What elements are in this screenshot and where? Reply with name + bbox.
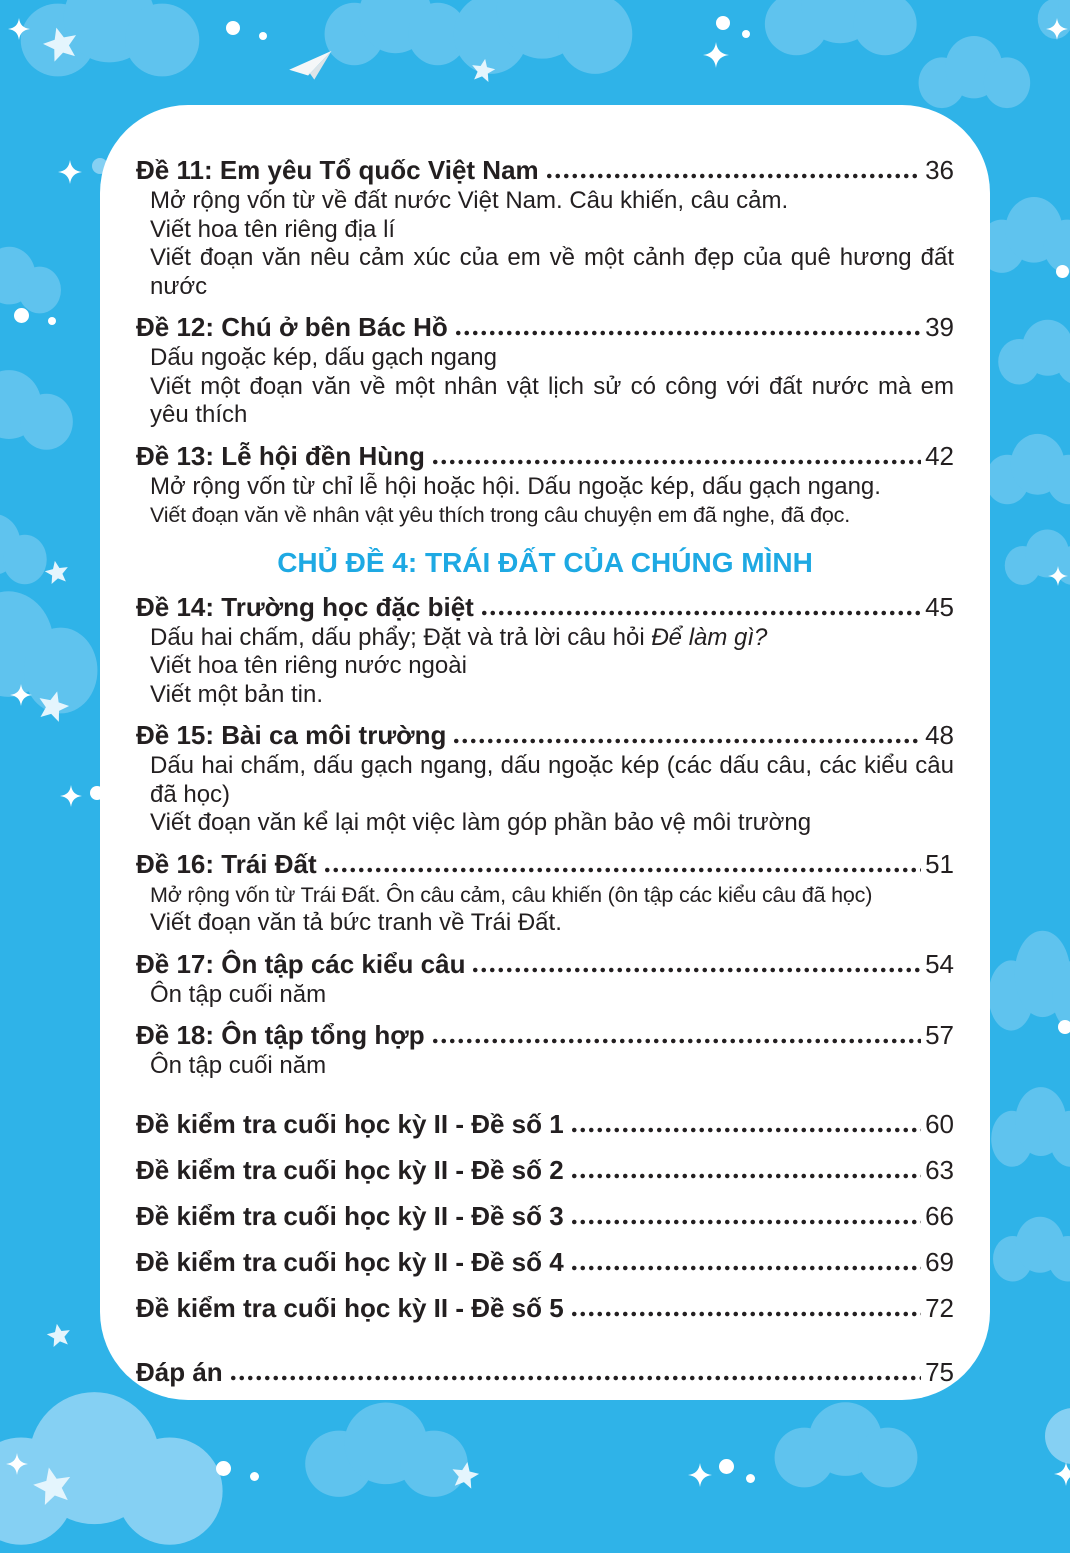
toc-row: [136, 847, 954, 881]
dotted-leader: [570, 1291, 921, 1325]
description-text: Ôn tập cuối năm: [150, 980, 327, 1008]
cloud-icon: [0, 245, 70, 317]
dotted-leader: [545, 153, 921, 187]
toc-description-line: [136, 473, 954, 502]
star-icon: [38, 22, 85, 69]
toc-row: [136, 310, 954, 344]
page-number: 72: [925, 1292, 954, 1323]
dot-decoration: [746, 1474, 755, 1483]
sparkle-icon: [60, 785, 82, 807]
toc-description-line: [136, 881, 954, 910]
page-number: 57: [925, 1020, 954, 1050]
toc-list: [136, 153, 954, 1389]
toc-item: [136, 1018, 954, 1081]
star-icon: [44, 1321, 74, 1351]
toc-row: [136, 1355, 954, 1389]
cloud-icon: [0, 368, 84, 454]
dot-decoration: [14, 308, 29, 323]
description-text: Viết đoạn văn về nhân vật yêu thích trong câu chuyện em đã nghe, đã đọc.: [150, 503, 850, 527]
cloud-icon: [985, 928, 1070, 1036]
sparkle-icon: [1048, 566, 1068, 586]
page-number: 60: [925, 1108, 954, 1139]
toc-entry-title: Đề 15: Bài ca môi trường: [136, 720, 447, 750]
toc-row: [136, 153, 954, 187]
cloud-icon: [0, 588, 113, 720]
dotted-leader: [452, 718, 921, 752]
toc-entry-title: Đề 17: Ôn tập các kiểu câu: [136, 948, 466, 979]
toc-item: [136, 310, 954, 430]
toc-entry-title: Đề 14: Trường học đặc biệt: [136, 591, 474, 622]
dot-decoration: [1045, 1408, 1070, 1464]
description-text: Mở rộng vốn từ Trái Đất. Ôn câu cảm, câu khiến (ôn tập các kiểu câu đã học): [150, 882, 873, 907]
description-text: Ôn tập cuối năm: [150, 1052, 327, 1079]
dotted-leader: [471, 947, 921, 981]
description-text: Viết một đoạn văn về một nhân vật lịch sử có công với đất nước mà em yêu thích: [150, 372, 954, 428]
dotted-leader: [570, 1153, 921, 1187]
cloud-icon: [0, 512, 56, 588]
toc-entry-title: Đề 16: Trái Đất: [136, 848, 317, 879]
description-text: Dấu ngoặc kép, dấu gạch ngang: [150, 344, 497, 371]
toc-item: [136, 1291, 954, 1325]
toc-description-line: [136, 501, 954, 530]
toc-item: [136, 947, 954, 1010]
toc-row: [136, 1291, 954, 1325]
toc-row: [136, 1245, 954, 1279]
dot-decoration: [48, 317, 56, 325]
toc-description-line: [136, 681, 954, 710]
toc-description-line: [136, 373, 954, 430]
toc-description-line: [136, 216, 954, 245]
dotted-leader: [431, 439, 921, 473]
toc-item: [136, 590, 954, 710]
toc-row: [136, 1153, 954, 1187]
sparkle-icon: [688, 1463, 712, 1487]
page-number: 45: [925, 591, 954, 622]
page-number: 51: [925, 848, 954, 879]
toc-entry-title: Đề kiểm tra cuối học kỳ II - Đề số 5: [136, 1292, 564, 1323]
sparkle-icon: [8, 18, 30, 40]
toc-description-line: [136, 344, 954, 373]
cloud-icon: [300, 1400, 482, 1502]
page-number: 42: [925, 440, 954, 471]
page-number: 69: [925, 1246, 954, 1277]
dotted-leader: [570, 1199, 921, 1233]
cloud-icon: [982, 432, 1070, 508]
star-icon: [32, 686, 74, 728]
toc-entry-title: Đề 11: Em yêu Tổ quốc Việt Nam: [136, 155, 539, 185]
star-icon: [448, 1459, 483, 1494]
dot-decoration: [216, 1461, 231, 1476]
toc-description-line: [136, 809, 954, 838]
dotted-leader: [570, 1107, 921, 1141]
sparkle-icon: [10, 684, 32, 706]
toc-row: [136, 947, 954, 981]
page-number: 48: [925, 720, 954, 750]
sparkle-icon: [703, 42, 729, 68]
description-text: Mở rộng vốn từ về đất nước Việt Nam. Câu khiến, câu cảm.: [150, 187, 789, 214]
cloud-icon: [448, 0, 648, 80]
toc-item: [136, 847, 954, 938]
toc-item: [136, 153, 954, 301]
toc-item: [136, 1153, 954, 1187]
dotted-leader: [229, 1355, 921, 1389]
toc-entry-title: Đề kiểm tra cuối học kỳ II - Đề số 1: [136, 1108, 564, 1139]
dot-decoration: [719, 1459, 734, 1474]
toc-item: [136, 718, 954, 838]
toc-description-line: [136, 981, 954, 1010]
dotted-leader: [480, 590, 921, 624]
toc-row: [136, 1199, 954, 1233]
dotted-leader: [323, 847, 921, 881]
description-text: Để làm gì?: [651, 623, 768, 651]
chapter-heading: CHỦ ĐỀ 4: TRÁI ĐẤT CỦA CHÚNG MÌNH: [277, 546, 813, 578]
page-number: 63: [925, 1154, 954, 1185]
toc-description-line: [136, 909, 954, 938]
toc-row: [136, 718, 954, 752]
toc-description-line: [136, 752, 954, 809]
cloud-icon: [320, 0, 480, 70]
page-number: 54: [925, 948, 954, 979]
dot-decoration: [716, 16, 730, 30]
paper-plane-icon: [287, 50, 336, 84]
toc-row: [136, 1018, 954, 1052]
toc-item: [136, 1107, 954, 1141]
toc-row: [136, 590, 954, 624]
toc-card: [100, 105, 990, 1400]
dot-decoration: [226, 21, 240, 35]
toc-description-line: [136, 624, 954, 653]
toc-entry-title: Đề 18: Ôn tập tổng hợp: [136, 1020, 425, 1050]
toc-entry-title: Đề kiểm tra cuối học kỳ II - Đề số 2: [136, 1154, 564, 1185]
cloud-icon: [995, 318, 1070, 388]
description-text: Viết đoạn văn tả bức tranh về Trái Đất.: [150, 909, 562, 936]
toc-row: [136, 1107, 954, 1141]
dot-decoration: [742, 30, 750, 38]
cloud-icon: [770, 1400, 930, 1492]
description-text: Viết đoạn văn kể lại một việc làm góp phần bảo vệ môi trường: [150, 809, 812, 836]
cloud-icon: [988, 1085, 1070, 1171]
dot-decoration: [259, 32, 267, 40]
toc-entry-title: Đáp án: [136, 1356, 223, 1387]
sparkle-icon: [58, 160, 82, 184]
sparkle-icon: [6, 1453, 28, 1475]
description-text: Viết hoa tên riêng địa lí: [150, 215, 396, 243]
dotted-leader: [431, 1018, 921, 1052]
cloud-icon: [0, 1388, 245, 1553]
dot-decoration: [1058, 1020, 1070, 1034]
description-text: Dấu hai chấm, dấu gạch ngang, dấu ngoặc kép (các dấu câu, các kiểu câu đã học): [150, 752, 954, 808]
toc-description-line: [136, 187, 954, 216]
toc-description-line: [136, 244, 954, 301]
page-number: 75: [925, 1356, 954, 1387]
description-text: Viết một bản tin.: [150, 680, 323, 708]
sparkle-icon: [1054, 1462, 1070, 1486]
toc-item: [136, 1245, 954, 1279]
dotted-leader: [570, 1245, 921, 1279]
star-icon: [42, 558, 72, 588]
cloud-icon: [1002, 528, 1070, 588]
dot-decoration: [1056, 265, 1069, 278]
page-number: 39: [925, 312, 954, 342]
star-icon: [468, 56, 498, 86]
toc-description-line: [136, 652, 954, 681]
dotted-leader: [454, 310, 921, 344]
description-text: Mở rộng vốn từ chỉ lễ hội hoặc hội. Dấu ngoặc kép, dấu gạch ngang.: [150, 472, 881, 500]
toc-entry-title: Đề 12: Chú ở bên Bác Hồ: [136, 312, 448, 342]
toc-entry-title: Đề kiểm tra cuối học kỳ II - Đề số 4: [136, 1246, 564, 1277]
cloud-icon: [1035, 0, 1070, 42]
toc-entry-title: Đề kiểm tra cuối học kỳ II - Đề số 3: [136, 1200, 564, 1231]
cloud-icon: [990, 1215, 1070, 1285]
toc-entry-title: Đề 13: Lễ hội đền Hùng: [136, 440, 425, 471]
sparkle-icon: [1046, 18, 1068, 40]
toc-description-line: [136, 1052, 954, 1081]
description-text: Viết đoạn văn nêu cảm xúc của em về một cảnh đẹp của quê hương đất nước: [150, 244, 954, 300]
toc-item: [136, 1199, 954, 1233]
description-text: Viết hoa tên riêng nước ngoài: [150, 652, 467, 679]
cloud-icon: [760, 0, 930, 60]
toc-item: [136, 439, 954, 530]
cloud-icon: [915, 34, 1040, 112]
description-text: Dấu hai chấm, dấu phẩy; Đặt và trả lời câu hỏi: [150, 623, 652, 651]
toc-row: [136, 439, 954, 473]
page-number: 66: [925, 1200, 954, 1231]
toc-item: [136, 1355, 954, 1389]
dot-decoration: [250, 1472, 259, 1481]
page-number: 36: [925, 155, 954, 185]
star-icon: [28, 1462, 78, 1512]
cloud-icon: [15, 0, 215, 82]
